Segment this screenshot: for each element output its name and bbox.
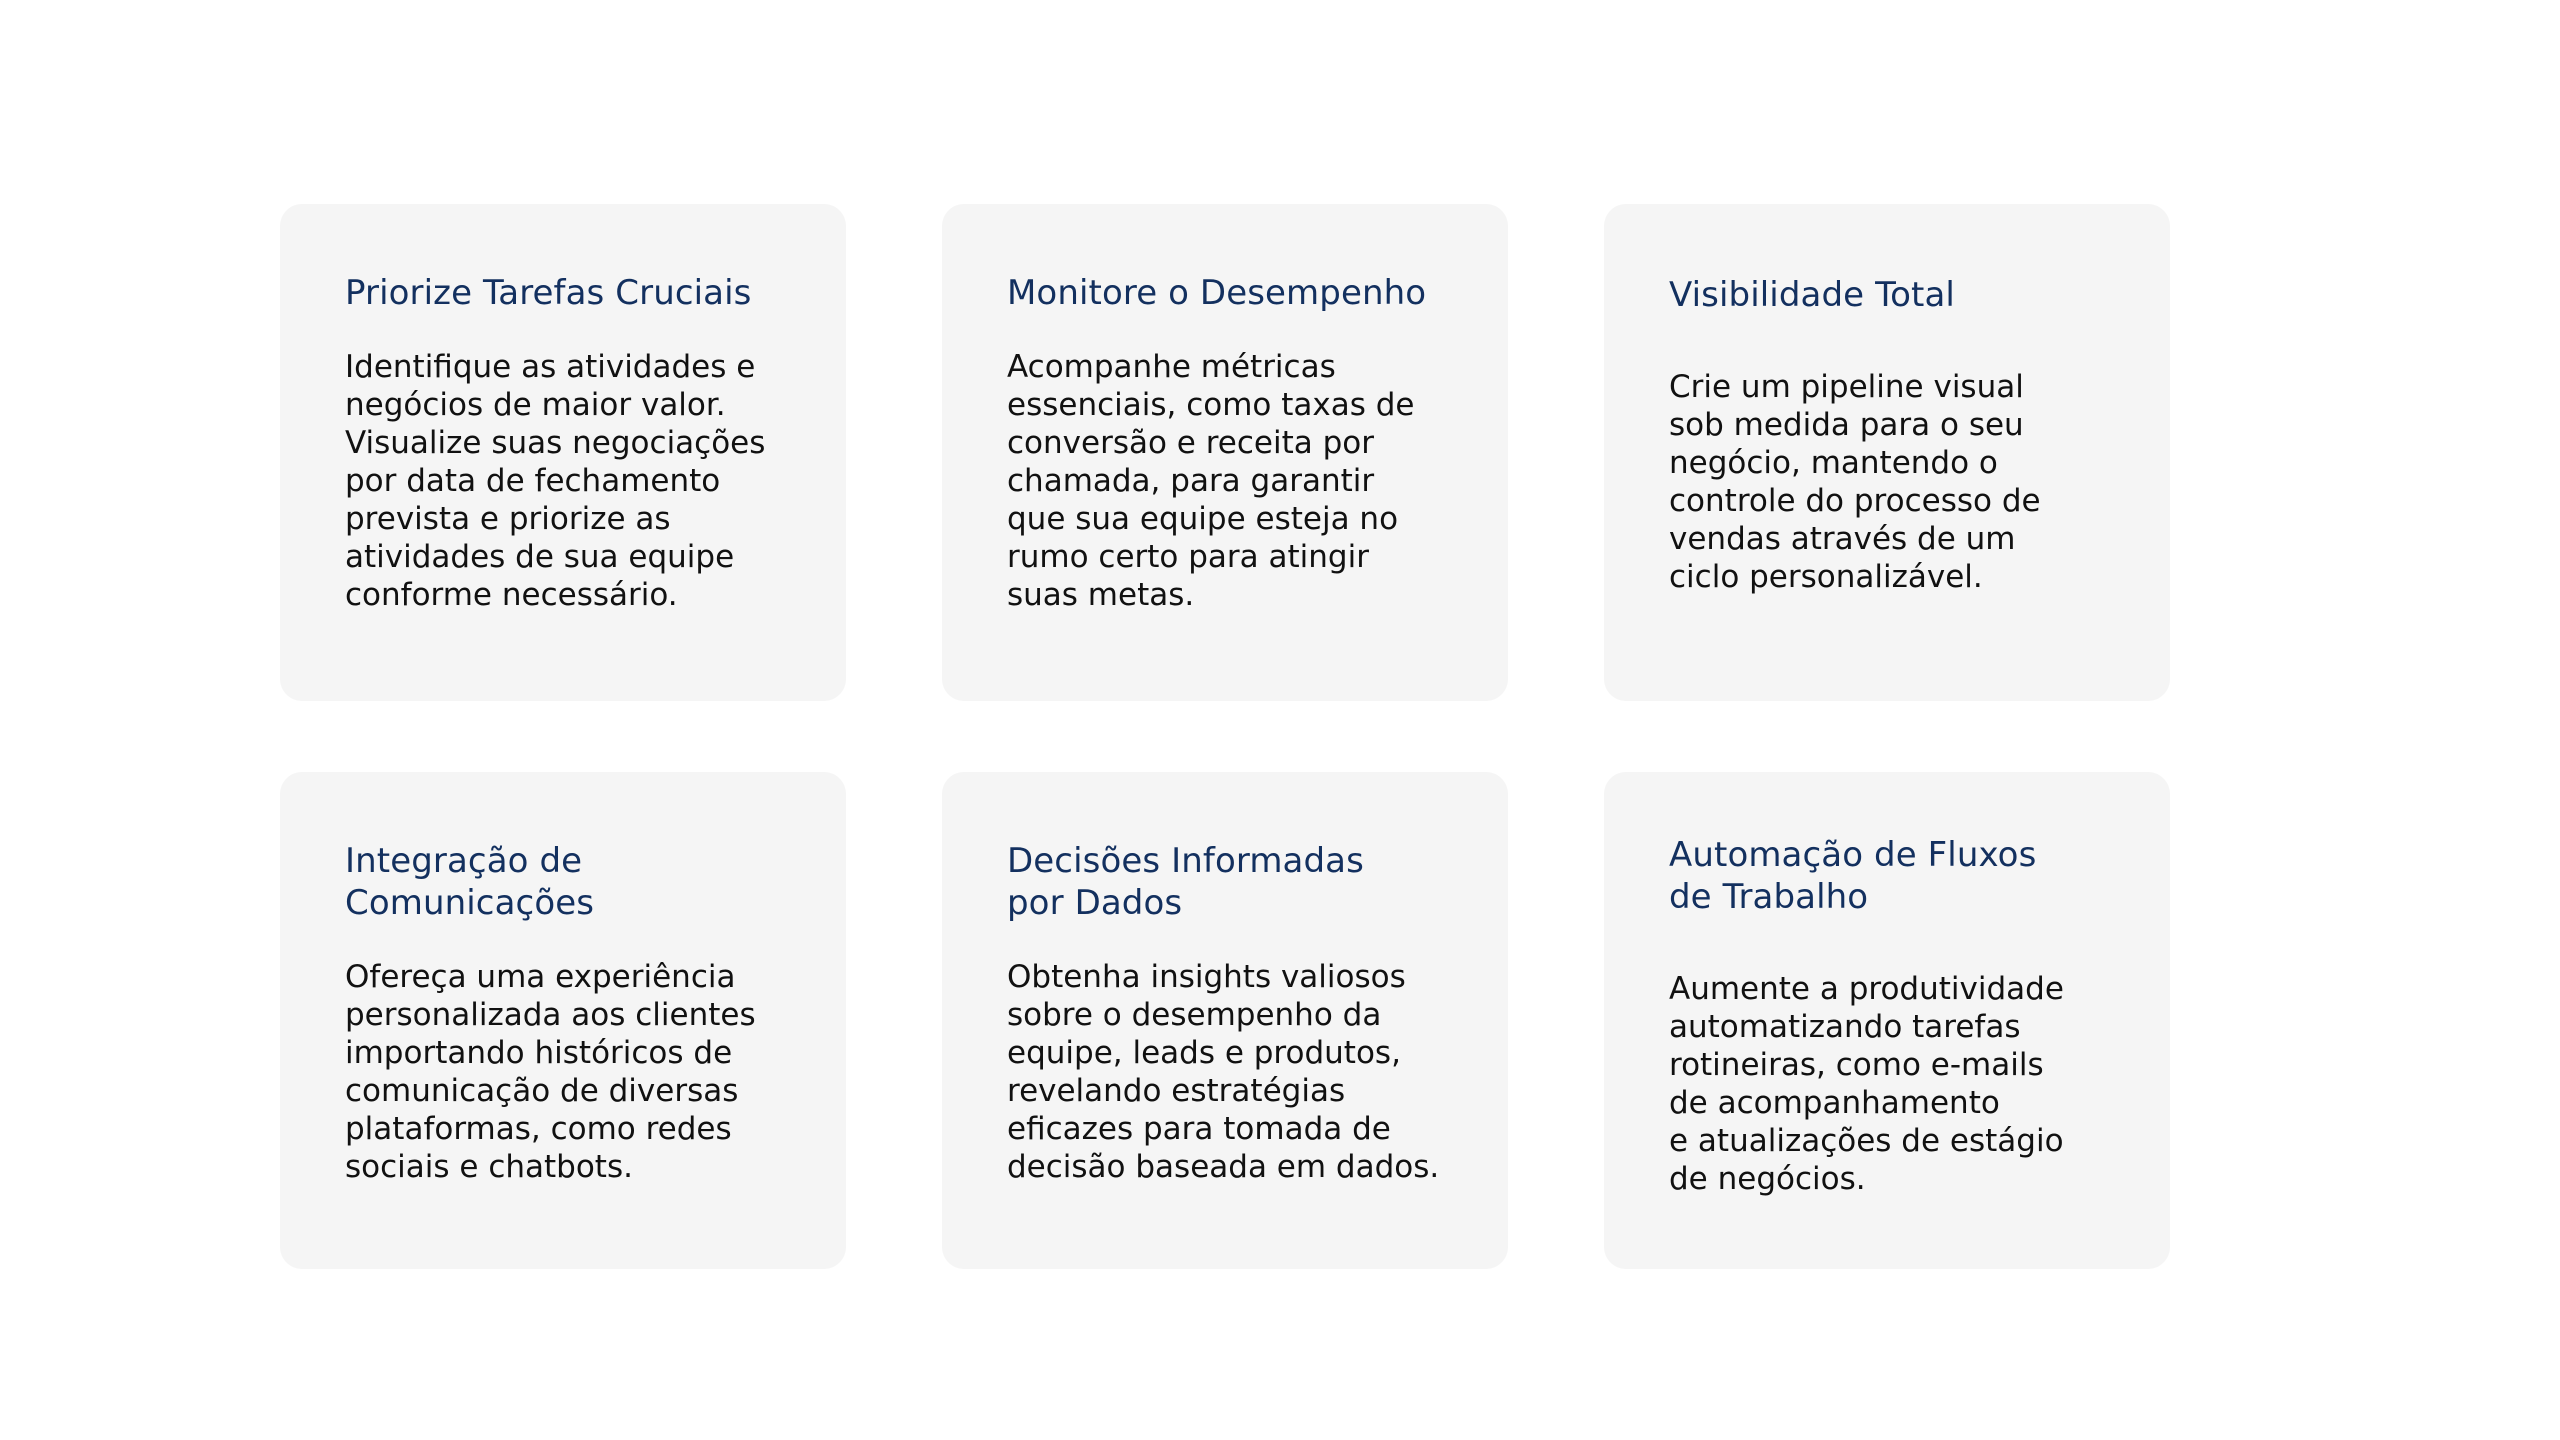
card-title: Integração de Comunicações <box>345 841 595 923</box>
card-description: Acompanhe métricas essenciais, como taxas de conversão e receita por chamada, para garantir que sua equipe esteja no rumo certo para atingir suas metas. <box>1007 349 1415 613</box>
card-description: Identifique as atividades e negócios de maior valor. Visualize suas negociações por data de fechamento prevista e priorize as atividades de sua equipe conforme necessário. <box>345 349 766 613</box>
card-title: Automação de Fluxos de Trabalho <box>1669 835 2037 917</box>
card-title: Monitore o Desempenho <box>1007 273 1427 313</box>
feature-card-integracao-comunicacoes <box>280 772 846 1269</box>
card-description: Obtenha insights valiosos sobre o desempenho da equipe, leads e produtos, revelando estratégias eficazes para tomada de decisão baseada em dados. <box>1007 959 1440 1185</box>
feature-card-priorize-tarefas <box>280 204 846 701</box>
feature-card-monitore-desempenho <box>942 204 1508 701</box>
card-title: Priorize Tarefas Cruciais <box>345 273 752 313</box>
feature-grid <box>280 204 2170 1266</box>
card-title: Decisões Informadas por Dados <box>1007 841 1364 923</box>
card-description: Aumente a produtividade automatizando tarefas rotineiras, como e-mails de acompanhamento e atualizações de estágio de negócios. <box>1669 971 2064 1197</box>
feature-card-automacao-fluxos <box>1604 772 2170 1269</box>
feature-card-visibilidade-total <box>1604 204 2170 701</box>
card-description: Crie um pipeline visual sob medida para o seu negócio, mantendo o controle do processo de vendas através de um ciclo personalizável. <box>1669 369 2041 595</box>
card-description: Ofereça uma experiência personalizada aos clientes importando históricos de comunicação de diversas plataformas, como redes sociais e chatbots. <box>345 959 756 1185</box>
feature-card-decisoes-informadas <box>942 772 1508 1269</box>
card-title: Visibilidade Total <box>1669 275 1955 315</box>
